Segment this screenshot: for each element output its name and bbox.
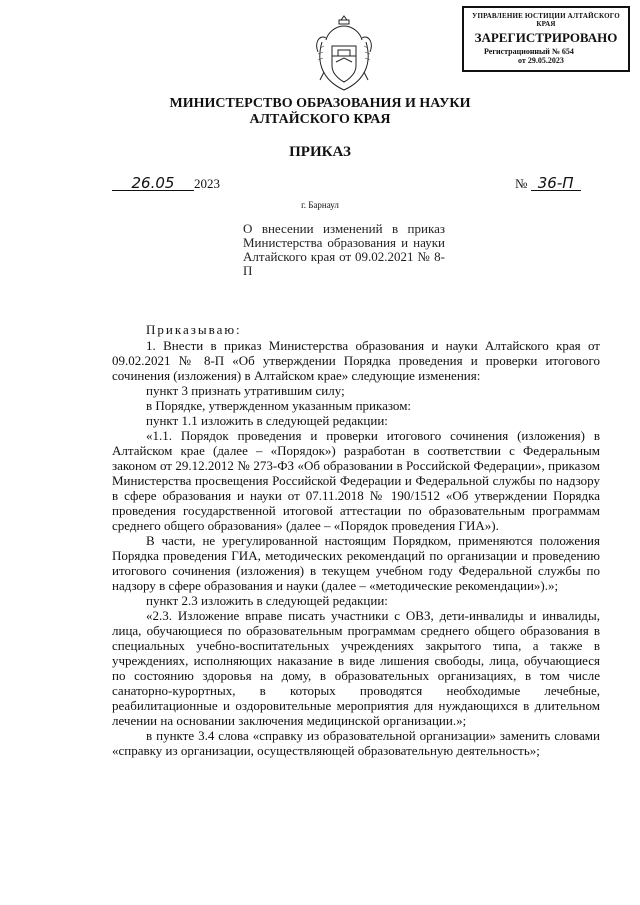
decree-word: Приказываю: xyxy=(146,322,242,337)
document-type: ПРИКАЗ xyxy=(289,144,351,160)
city-label: г. Барнаул xyxy=(301,200,339,210)
order-date xyxy=(112,176,220,192)
paragraph: 1. Внести в приказ Министерства образования и науки Алтайского края от 09.02.2021 № 8-П «Об утверждении Порядка проведения и проверки итогового сочинения (изложения) в Алтайском крае» следующие изменения: xyxy=(112,338,600,383)
stamp-status: ЗАРЕГИСТРИРОВАНО xyxy=(474,30,618,45)
ministry-name xyxy=(0,96,640,128)
number-sign: № xyxy=(515,176,528,191)
paragraph: пункт 3 признать утратившим силу; xyxy=(146,383,345,398)
paragraph: «2.3. Изложение вправе писать участники с ОВЗ, дети-инвалиды и инвалиды, лица, обучающиеся по образовательным программам среднего общего образования в специальных учебно-воспитательных учреждениях закрытого типа, а также в учреждениях, исполняющих наказание в виде лишения свободы, лица, обучающиеся по состоянию здоровья на дому, в образовательных организациях, в том числе санаторно-курортных, в которых проводятся необходимые лечебные, реабилитационные и оздоровительные мероприятия для нуждающихся в длительном лечении на основании заключения медицинской организации.»; xyxy=(112,608,600,728)
ministry-line-2: АЛТАЙСКОГО КРАЯ xyxy=(249,112,391,127)
handwritten-number: 36-П xyxy=(531,176,581,191)
registration-stamp xyxy=(462,6,630,72)
paragraph: пункт 2.3 изложить в следующей редакции: xyxy=(146,593,388,608)
paragraph: в Порядке, утвержденном указанным приказом: xyxy=(146,398,412,413)
order-body xyxy=(112,322,600,758)
paragraph: в пункте 3.4 слова «справку из образовательной организации» заменить словами «справку из организации, осуществляющей образовательную деятельность»; xyxy=(112,728,600,758)
order-subject: О внесении изменений в приказ Министерства образования и науки Алтайского края от 09.02.2021 № 8-П xyxy=(243,221,445,278)
coat-of-arms-emblem xyxy=(312,12,376,94)
paragraph: пункт 1.1 изложить в следующей редакции: xyxy=(146,413,388,428)
ministry-line-1: МИНИСТЕРСТВО ОБРАЗОВАНИЯ И НАУКИ xyxy=(169,96,471,111)
order-number xyxy=(515,176,581,192)
paragraph: «1.1. Порядок проведения и проверки итогового сочинения (изложения) в Алтайском крае (далее – «Порядок») разработан в соответствии с Федеральным законом от 29.12.2012 № 273-ФЗ «Об образовании в Российской Федерации», приказом Министерства просвещения Российской Федерации и Федеральной службы по надзору в сфере образования и науки от 07.11.2018 № 190/1512 «Об утверждении Порядка проведения государственной итоговой аттестации по образовательным программам среднего общего образования» (далее – «Порядок проведения ГИА»). xyxy=(112,428,600,533)
paragraph: В части, не урегулированной настоящим Порядком, применяются положения Порядка проведения ГИА, методических рекомендаций по организации и проведению итогового сочинения (изложения) в текущем учебном году Федеральной службы по надзору в сфере образования и науки (далее – «методические рекомендации»).»; xyxy=(112,533,600,593)
handwritten-date: 26.05 xyxy=(112,176,194,191)
stamp-reg-number: Регистрационный № 654 xyxy=(484,47,574,56)
order-year: 2023 xyxy=(194,176,220,191)
stamp-authority: УПРАВЛЕНИЕ ЮСТИЦИИ АЛТАЙСКОГО КРАЯ xyxy=(472,12,620,28)
stamp-reg-date: от 29.05.2023 xyxy=(518,56,564,65)
